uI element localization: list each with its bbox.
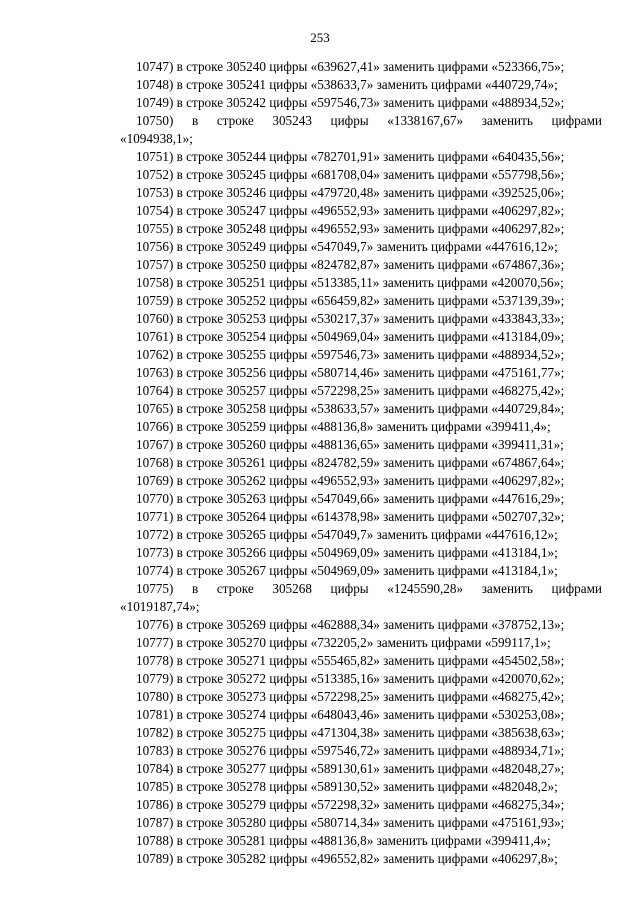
list-item: 10753) в строке 305246 цифры «479720,48» заменить цифрами «392525,06»;: [136, 185, 565, 200]
list-item: 10778) в строке 305271 цифры «555465,82» заменить цифрами «454502,58»;: [136, 653, 565, 668]
list-item: 10755) в строке 305248 цифры «496552,93» заменить цифрами «406297,82»;: [136, 221, 565, 236]
list-item-continuation: «1094938,1»;: [120, 131, 193, 146]
list-item: 10775) в строке 305268 цифры «1245590,28» заменить цифрами: [136, 581, 602, 596]
list-item: 10751) в строке 305244 цифры «782701,91» заменить цифрами «640435,56»;: [136, 149, 565, 164]
list-item: 10786) в строке 305279 цифры «572298,32» заменить цифрами «468275,34»;: [136, 797, 565, 812]
list-item: 10787) в строке 305280 цифры «580714,34» заменить цифрами «475161,93»;: [136, 815, 565, 830]
list-item: 10764) в строке 305257 цифры «572298,25» заменить цифрами «468275,42»;: [136, 383, 565, 398]
list-item: 10763) в строке 305256 цифры «580714,46» заменить цифрами «475161,77»;: [136, 365, 565, 380]
page-number: 253: [310, 30, 330, 45]
list-item: 10779) в строке 305272 цифры «513385,16» заменить цифрами «420070,62»;: [136, 671, 565, 686]
list-item: 10783) в строке 305276 цифры «597546,72» заменить цифрами «488934,71»;: [136, 743, 565, 758]
list-item: 10762) в строке 305255 цифры «597546,73» заменить цифрами «488934,52»;: [136, 347, 565, 362]
list-item: 10781) в строке 305274 цифры «648043,46» заменить цифрами «530253,08»;: [136, 707, 565, 722]
list-item: 10772) в строке 305265 цифры «547049,7» заменить цифрами «447616,12»;: [136, 527, 558, 542]
list-item-continuation: «1019187,74»;: [120, 599, 200, 614]
list-item: 10773) в строке 305266 цифры «504969,09» заменить цифрами «413184,1»;: [136, 545, 558, 560]
list-item: 10788) в строке 305281 цифры «488136,8» заменить цифрами «399411,4»;: [136, 833, 551, 848]
list-item: 10754) в строке 305247 цифры «496552,93» заменить цифрами «406297,82»;: [136, 203, 565, 218]
list-item: 10770) в строке 305263 цифры «547049,66» заменить цифрами «447616,29»;: [136, 491, 565, 506]
list-item: 10777) в строке 305270 цифры «732205,2» заменить цифрами «599117,1»;: [136, 635, 551, 650]
list-item: 10765) в строке 305258 цифры «538633,57» заменить цифрами «440729,84»;: [136, 401, 565, 416]
list-item: 10766) в строке 305259 цифры «488136,8» заменить цифрами «399411,4»;: [136, 419, 551, 434]
list-item: 10780) в строке 305273 цифры «572298,25» заменить цифрами «468275,42»;: [136, 689, 565, 704]
list-item: 10756) в строке 305249 цифры «547049,7» заменить цифрами «447616,12»;: [136, 239, 558, 254]
list-item: 10750) в строке 305243 цифры «1338167,67» заменить цифрами: [136, 113, 602, 128]
list-item: 10776) в строке 305269 цифры «462888,34» заменить цифрами «378752,13»;: [136, 617, 565, 632]
list-item: 10769) в строке 305262 цифры «496552,93» заменить цифрами «406297,82»;: [136, 473, 565, 488]
list-item: 10757) в строке 305250 цифры «824782,87» заменить цифрами «674867,36»;: [136, 257, 565, 272]
list-item: 10782) в строке 305275 цифры «471304,38» заменить цифрами «385638,63»;: [136, 725, 565, 740]
list-item: 10784) в строке 305277 цифры «589130,61» заменить цифрами «482048,27»;: [136, 761, 565, 776]
list-item: 10752) в строке 305245 цифры «681708,04» заменить цифрами «557798,56»;: [136, 167, 565, 182]
list-item: 10748) в строке 305241 цифры «538633,7» заменить цифрами «440729,74»;: [136, 77, 558, 92]
list-item: 10761) в строке 305254 цифры «504969,04» заменить цифрами «413184,09»;: [136, 329, 565, 344]
list-item: 10749) в строке 305242 цифры «597546,73» заменить цифрами «488934,52»;: [136, 95, 565, 110]
list-item: 10768) в строке 305261 цифры «824782,59» заменить цифрами «674867,64»;: [136, 455, 565, 470]
list-item: 10767) в строке 305260 цифры «488136,65» заменить цифрами «399411,31»;: [136, 437, 564, 452]
document-body: [120, 58, 602, 868]
list-item: 10760) в строке 305253 цифры «530217,37» заменить цифрами «433843,33»;: [136, 311, 565, 326]
list-item: 10785) в строке 305278 цифры «589130,52» заменить цифрами «482048,2»;: [136, 779, 558, 794]
list-item: 10759) в строке 305252 цифры «656459,82» заменить цифрами «537139,39»;: [136, 293, 565, 308]
list-item: 10747) в строке 305240 цифры «639627,41» заменить цифрами «523366,75»;: [136, 59, 565, 74]
list-item: 10758) в строке 305251 цифры «513385,11» заменить цифрами «420070,56»;: [136, 275, 564, 290]
list-item: 10789) в строке 305282 цифры «496552,82» заменить цифрами «406297,8»;: [136, 851, 558, 866]
list-item: 10774) в строке 305267 цифры «504969,09» заменить цифрами «413184,1»;: [136, 563, 558, 578]
list-item: 10771) в строке 305264 цифры «614378,98» заменить цифрами «502707,32»;: [136, 509, 565, 524]
